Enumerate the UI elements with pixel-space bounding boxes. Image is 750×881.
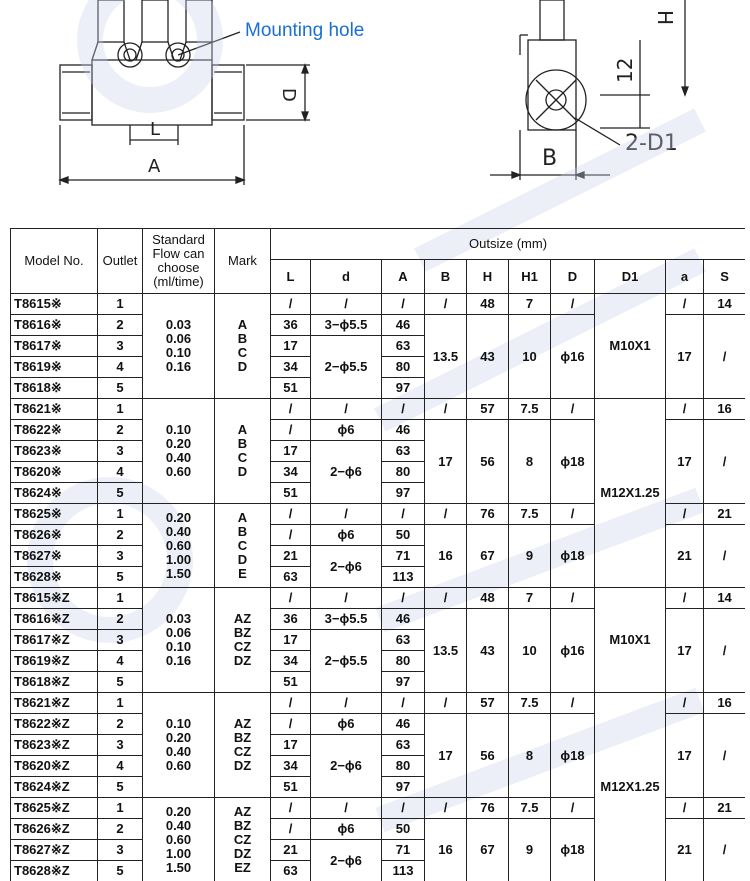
H1-cell: 9 xyxy=(509,819,551,881)
L-cell: 34 xyxy=(271,756,311,777)
d-cell: 2−ϕ6 xyxy=(311,546,382,588)
A-cell: 80 xyxy=(382,651,425,672)
H1-cell: 7.5 xyxy=(509,798,551,819)
model-cell: T8620※ xyxy=(11,462,98,483)
D1-cell: M10X1 xyxy=(595,588,666,693)
L-cell: 17 xyxy=(271,336,311,357)
mark-cell: AZ BZ CZ DZ xyxy=(215,693,271,798)
L-cell: 17 xyxy=(271,630,311,651)
outlet-cell: 1 xyxy=(98,588,143,609)
outlet-cell: 5 xyxy=(98,378,143,399)
header-d: d xyxy=(311,260,382,294)
A-cell: 63 xyxy=(382,630,425,651)
model-cell: T8617※ xyxy=(11,336,98,357)
outlet-cell: 3 xyxy=(98,630,143,651)
B-cell: / xyxy=(425,693,467,714)
model-cell: T8621※Z xyxy=(11,693,98,714)
d-cell: / xyxy=(311,588,382,609)
L-cell: / xyxy=(271,819,311,840)
H-cell: 57 xyxy=(467,399,509,420)
outlet-cell: 4 xyxy=(98,357,143,378)
mark-cell: AZ BZ CZ DZ xyxy=(215,588,271,693)
spec-table xyxy=(10,228,745,881)
flow-cell: 0.20 0.40 0.60 1.00 1.50 xyxy=(143,504,215,588)
D-cell: ϕ18 xyxy=(551,525,595,588)
model-cell: T8625※Z xyxy=(11,798,98,819)
model-cell: T8623※Z xyxy=(11,735,98,756)
model-cell: T8621※ xyxy=(11,399,98,420)
header-mark: Mark xyxy=(215,229,271,294)
d-cell: ϕ6 xyxy=(311,714,382,735)
dim-H-label: H xyxy=(653,10,677,26)
A-cell: / xyxy=(382,399,425,420)
A-cell: 63 xyxy=(382,735,425,756)
a-cell: 17 xyxy=(666,714,704,798)
A-cell: 71 xyxy=(382,546,425,567)
outlet-cell: 2 xyxy=(98,420,143,441)
model-cell: T8619※ xyxy=(11,357,98,378)
D1-cell: M12X1.25 xyxy=(595,693,666,881)
model-cell: T8624※Z xyxy=(11,777,98,798)
outlet-cell: 2 xyxy=(98,525,143,546)
outlet-cell: 2 xyxy=(98,609,143,630)
A-cell: / xyxy=(382,798,425,819)
S-cell: / xyxy=(704,315,746,399)
model-cell: T8628※Z xyxy=(11,861,98,881)
S-cell: 14 xyxy=(704,294,746,315)
A-cell: 97 xyxy=(382,777,425,798)
S-cell: 21 xyxy=(704,798,746,819)
a-cell: 21 xyxy=(666,819,704,881)
d-cell: 3−ϕ5.5 xyxy=(311,315,382,336)
model-cell: T8617※Z xyxy=(11,630,98,651)
flow-cell: 0.10 0.20 0.40 0.60 xyxy=(143,399,215,504)
table-row xyxy=(11,588,746,609)
H-cell: 43 xyxy=(467,609,509,693)
model-cell: T8620※Z xyxy=(11,756,98,777)
outlet-cell: 3 xyxy=(98,336,143,357)
header-outsize: Outsize (mm) xyxy=(271,229,746,260)
dim-12-label: 12 xyxy=(613,57,637,83)
H1-cell: 7 xyxy=(509,588,551,609)
A-cell: 80 xyxy=(382,357,425,378)
L-cell: 51 xyxy=(271,378,311,399)
flow-cell: 0.03 0.06 0.10 0.16 xyxy=(143,294,215,399)
A-cell: 113 xyxy=(382,861,425,881)
H-cell: 43 xyxy=(467,315,509,399)
outlet-cell: 5 xyxy=(98,861,143,881)
model-cell: T8627※Z xyxy=(11,840,98,861)
A-cell: / xyxy=(382,693,425,714)
d-cell: 2−ϕ5.5 xyxy=(311,630,382,693)
B-cell: / xyxy=(425,399,467,420)
H1-cell: 10 xyxy=(509,609,551,693)
A-cell: 50 xyxy=(382,525,425,546)
S-cell: 16 xyxy=(704,399,746,420)
a-cell: 17 xyxy=(666,420,704,504)
model-cell: T8619※Z xyxy=(11,651,98,672)
model-cell: T8623※ xyxy=(11,441,98,462)
A-cell: 97 xyxy=(382,378,425,399)
outlet-cell: 2 xyxy=(98,714,143,735)
d-cell: 2−ϕ5.5 xyxy=(311,336,382,399)
H1-cell: 9 xyxy=(509,525,551,588)
outlet-cell: 4 xyxy=(98,462,143,483)
A-cell: 46 xyxy=(382,420,425,441)
mounting-hole-callout: Mounting hole xyxy=(245,20,365,41)
H-cell: 48 xyxy=(467,294,509,315)
header-H: H xyxy=(467,260,509,294)
A-cell: 63 xyxy=(382,441,425,462)
B-cell: / xyxy=(425,588,467,609)
outlet-cell: 1 xyxy=(98,798,143,819)
A-cell: 50 xyxy=(382,819,425,840)
D-cell: ϕ16 xyxy=(551,609,595,693)
outlet-cell: 5 xyxy=(98,483,143,504)
D-cell: / xyxy=(551,399,595,420)
outlet-cell: 3 xyxy=(98,546,143,567)
S-cell: / xyxy=(704,609,746,693)
L-cell: / xyxy=(271,693,311,714)
a-cell: 17 xyxy=(666,315,704,399)
H1-cell: 8 xyxy=(509,714,551,798)
H-cell: 48 xyxy=(467,588,509,609)
A-cell: / xyxy=(382,588,425,609)
dim-D-label: D xyxy=(278,88,299,102)
model-cell: T8628※ xyxy=(11,567,98,588)
S-cell: / xyxy=(704,420,746,504)
H-cell: 76 xyxy=(467,798,509,819)
D-cell: ϕ18 xyxy=(551,819,595,881)
D-cell: / xyxy=(551,798,595,819)
B-cell: 13.5 xyxy=(425,315,467,399)
L-cell: 17 xyxy=(271,735,311,756)
D-cell: ϕ18 xyxy=(551,714,595,798)
mark-cell: AZ BZ CZ DZ EZ xyxy=(215,798,271,881)
outlet-cell: 5 xyxy=(98,777,143,798)
a-cell: / xyxy=(666,693,704,714)
a-cell: / xyxy=(666,294,704,315)
d-cell: / xyxy=(311,504,382,525)
a-cell: 21 xyxy=(666,525,704,588)
A-cell: 46 xyxy=(382,315,425,336)
A-cell: 46 xyxy=(382,609,425,630)
L-cell: 17 xyxy=(271,441,311,462)
S-cell: 14 xyxy=(704,588,746,609)
L-cell: 63 xyxy=(271,861,311,881)
table-row xyxy=(11,693,746,714)
mark-cell: A B C D E xyxy=(215,504,271,588)
header-D: D xyxy=(551,260,595,294)
flow-cell: 0.10 0.20 0.40 0.60 xyxy=(143,693,215,798)
L-cell: 36 xyxy=(271,609,311,630)
L-cell: 34 xyxy=(271,462,311,483)
H1-cell: 8 xyxy=(509,420,551,504)
B-cell: 13.5 xyxy=(425,609,467,693)
L-cell: / xyxy=(271,504,311,525)
D-cell: / xyxy=(551,588,595,609)
a-cell: 17 xyxy=(666,609,704,693)
L-cell: / xyxy=(271,525,311,546)
D1-cell: M12X1.25 xyxy=(595,399,666,588)
H1-cell: 10 xyxy=(509,315,551,399)
B-cell: / xyxy=(425,504,467,525)
L-cell: 21 xyxy=(271,840,311,861)
S-cell: 16 xyxy=(704,693,746,714)
D-cell: ϕ18 xyxy=(551,420,595,504)
d-cell: / xyxy=(311,294,382,315)
H-cell: 56 xyxy=(467,420,509,504)
outlet-cell: 5 xyxy=(98,672,143,693)
outlet-cell: 1 xyxy=(98,504,143,525)
H1-cell: 7.5 xyxy=(509,504,551,525)
A-cell: / xyxy=(382,294,425,315)
L-cell: 51 xyxy=(271,672,311,693)
L-cell: / xyxy=(271,714,311,735)
d-cell: 2−ϕ6 xyxy=(311,735,382,798)
H-cell: 57 xyxy=(467,693,509,714)
flow-cell: 0.03 0.06 0.10 0.16 xyxy=(143,588,215,693)
A-cell: 80 xyxy=(382,462,425,483)
A-cell: 63 xyxy=(382,336,425,357)
D-cell: / xyxy=(551,504,595,525)
a-cell: / xyxy=(666,798,704,819)
outlet-cell: 3 xyxy=(98,441,143,462)
model-cell: T8627※ xyxy=(11,546,98,567)
S-cell: / xyxy=(704,714,746,798)
model-cell: T8624※ xyxy=(11,483,98,504)
table-row xyxy=(11,399,746,420)
dim-A-label: A xyxy=(148,156,161,177)
model-cell: T8618※Z xyxy=(11,672,98,693)
table-row xyxy=(11,294,746,315)
A-cell: 46 xyxy=(382,714,425,735)
L-cell: 34 xyxy=(271,651,311,672)
A-cell: 97 xyxy=(382,672,425,693)
L-cell: / xyxy=(271,420,311,441)
header-A: A xyxy=(382,260,425,294)
A-cell: 71 xyxy=(382,840,425,861)
dim-2D1-label: 2-D1 xyxy=(625,131,678,156)
d-cell: / xyxy=(311,798,382,819)
manifold-body xyxy=(92,60,212,125)
outlet-cell: 4 xyxy=(98,651,143,672)
L-cell: 21 xyxy=(271,546,311,567)
S-cell: / xyxy=(704,525,746,588)
A-cell: 97 xyxy=(382,483,425,504)
d-cell: 3−ϕ5.5 xyxy=(311,609,382,630)
d-cell: 2−ϕ6 xyxy=(311,441,382,504)
D-cell: / xyxy=(551,693,595,714)
B-cell: / xyxy=(425,798,467,819)
L-cell: 36 xyxy=(271,315,311,336)
dim-B-label: B xyxy=(542,146,558,171)
L-cell: / xyxy=(271,294,311,315)
header-S: S xyxy=(704,260,746,294)
outlet-cell: 5 xyxy=(98,567,143,588)
header-L: L xyxy=(271,260,311,294)
L-cell: 34 xyxy=(271,357,311,378)
model-cell: T8615※Z xyxy=(11,588,98,609)
a-cell: / xyxy=(666,504,704,525)
d-cell: 2−ϕ6 xyxy=(311,840,382,881)
outlet-cell: 4 xyxy=(98,756,143,777)
flow-cell: 0.20 0.40 0.60 1.00 1.50 xyxy=(143,798,215,881)
outlet-cell: 3 xyxy=(98,735,143,756)
B-cell: / xyxy=(425,294,467,315)
header-outlet: Outlet xyxy=(98,229,143,294)
mark-cell: A B C D xyxy=(215,399,271,504)
right-port-block xyxy=(212,65,244,120)
technical-drawing xyxy=(0,0,750,215)
outlet-cell: 1 xyxy=(98,294,143,315)
H-cell: 67 xyxy=(467,819,509,881)
outlet-cell: 1 xyxy=(98,693,143,714)
B-cell: 17 xyxy=(425,714,467,798)
H1-cell: 7.5 xyxy=(509,399,551,420)
H1-cell: 7.5 xyxy=(509,693,551,714)
B-cell: 17 xyxy=(425,420,467,504)
D-cell: / xyxy=(551,294,595,315)
model-cell: T8615※ xyxy=(11,294,98,315)
header-a: a xyxy=(666,260,704,294)
H-cell: 67 xyxy=(467,525,509,588)
outlet-cell: 2 xyxy=(98,315,143,336)
model-cell: T8622※ xyxy=(11,420,98,441)
B-cell: 16 xyxy=(425,525,467,588)
d-cell: / xyxy=(311,693,382,714)
a-cell: / xyxy=(666,399,704,420)
L-cell: 51 xyxy=(271,483,311,504)
L-cell: / xyxy=(271,588,311,609)
D-cell: ϕ16 xyxy=(551,315,595,399)
model-cell: T8626※Z xyxy=(11,819,98,840)
header-model: Model No. xyxy=(11,229,98,294)
model-cell: T8616※ xyxy=(11,315,98,336)
L-cell: 51 xyxy=(271,777,311,798)
d-cell: ϕ6 xyxy=(311,525,382,546)
A-cell: 80 xyxy=(382,756,425,777)
outlet-cell: 2 xyxy=(98,819,143,840)
L-cell: / xyxy=(271,399,311,420)
H-cell: 76 xyxy=(467,504,509,525)
H1-cell: 7 xyxy=(509,294,551,315)
d-cell: ϕ6 xyxy=(311,420,382,441)
outlet-cell: 3 xyxy=(98,840,143,861)
A-cell: / xyxy=(382,504,425,525)
header-B: B xyxy=(425,260,467,294)
dim-L-label: L xyxy=(150,119,161,140)
spec-table-body xyxy=(11,294,746,881)
header-D1: D1 xyxy=(595,260,666,294)
d-cell: ϕ6 xyxy=(311,819,382,840)
S-cell: / xyxy=(704,819,746,881)
d-cell: / xyxy=(311,399,382,420)
mark-cell: A B C D xyxy=(215,294,271,399)
header-flow: Standard Flow can choose (ml/time) xyxy=(143,229,215,294)
B-cell: 16 xyxy=(425,819,467,881)
model-cell: T8618※ xyxy=(11,378,98,399)
L-cell: / xyxy=(271,798,311,819)
a-cell: / xyxy=(666,588,704,609)
header-H1: H1 xyxy=(509,260,551,294)
S-cell: 21 xyxy=(704,504,746,525)
left-port-block xyxy=(60,65,92,120)
model-cell: T8626※ xyxy=(11,525,98,546)
H-cell: 56 xyxy=(467,714,509,798)
model-cell: T8625※ xyxy=(11,504,98,525)
model-cell: T8622※Z xyxy=(11,714,98,735)
A-cell: 113 xyxy=(382,567,425,588)
outlet-cell: 1 xyxy=(98,399,143,420)
L-cell: 63 xyxy=(271,567,311,588)
model-cell: T8616※Z xyxy=(11,609,98,630)
D1-cell: M10X1 xyxy=(595,294,666,399)
spec-table-container xyxy=(10,228,745,881)
